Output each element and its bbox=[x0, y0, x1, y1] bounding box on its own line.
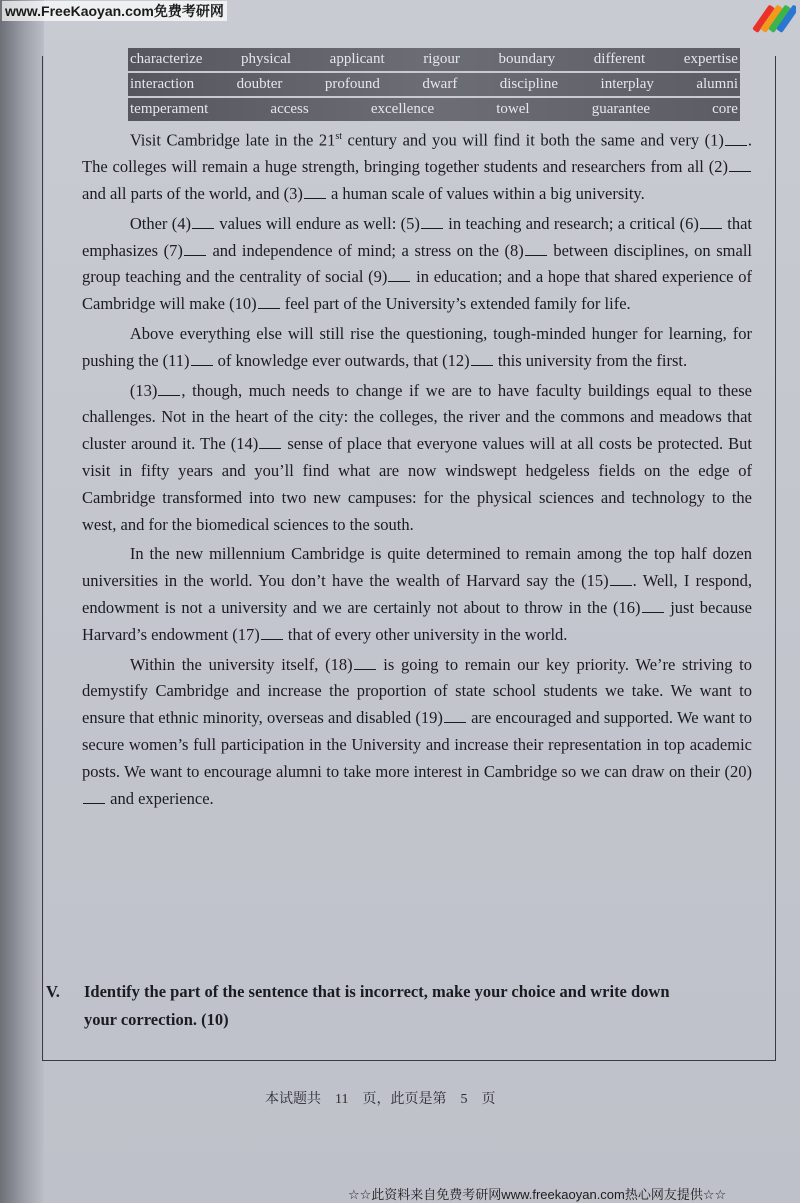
answer-blank bbox=[304, 197, 326, 199]
text-segment: century and you will find it both the same and very (1) bbox=[342, 130, 724, 150]
text-segment: (13) bbox=[129, 380, 158, 400]
text-segment: Visit Cambridge late in the 21 bbox=[129, 130, 336, 150]
text-segment: , though, much needs to change if we are to have faculty buildings equal to these challenges. Not in the heart of the city: the colleges, the river and the commons and meadows that cluster around it. The (14) bbox=[82, 380, 752, 454]
word-bank-item: doubter bbox=[236, 76, 283, 92]
text-segment: and independence of mind; a stress on the (8) bbox=[206, 240, 524, 260]
paragraph-2 bbox=[82, 211, 752, 318]
word-bank-row bbox=[128, 48, 740, 71]
text-segment: . The colleges will remain a huge strength, bringing together students and researchers from all (2) bbox=[82, 130, 752, 177]
word-bank-item: rigour bbox=[423, 51, 460, 67]
word-bank-item: discipline bbox=[499, 76, 559, 92]
text-segment: In the new millennium Cambridge is quite determined to remain among the top half dozen universities in the world. You don’t have the wealth of Harvard say the (15) bbox=[82, 544, 752, 591]
answer-blank bbox=[184, 254, 206, 256]
text-segment: that of every other university in the world. bbox=[283, 624, 568, 644]
answer-blank bbox=[471, 364, 493, 366]
answer-blank bbox=[525, 254, 547, 256]
text-segment: in education; and a hope that shared experience of Cambridge will make (10) bbox=[82, 267, 752, 314]
answer-blank bbox=[191, 364, 213, 366]
word-bank-item: access bbox=[270, 101, 309, 117]
answer-blank bbox=[610, 584, 632, 586]
text-segment: are encouraged and supported. We want to secure women’s full participation in the University and increase their representation in top academic posts. We want to encourage alumni to take more interest in Cambridge so we can draw on their (20) bbox=[82, 708, 752, 781]
section-instruction-line1: Identify the part of the sentence that is incorrect, make your choice and write down bbox=[84, 982, 670, 1001]
answer-blank bbox=[83, 802, 105, 804]
text-segment: Within the university itself, (18) bbox=[129, 654, 353, 674]
page-footer: 本试题共 11 页，此页是第 5 页 bbox=[265, 1092, 496, 1107]
word-bank-row bbox=[128, 98, 740, 121]
answer-blank bbox=[421, 227, 443, 229]
answer-blank bbox=[729, 170, 751, 172]
word-bank-item: physical bbox=[241, 51, 292, 67]
superscript: st bbox=[335, 131, 342, 142]
paragraph-5 bbox=[82, 541, 752, 648]
text-segment: of knowledge ever outwards, that (12) bbox=[213, 350, 470, 370]
answer-blank bbox=[354, 668, 376, 670]
word-bank-item: boundary bbox=[498, 51, 556, 67]
section-instruction-line2: your correction. (10) bbox=[84, 1010, 229, 1029]
word-bank-item: characterize bbox=[130, 51, 203, 67]
text-segment: this university from the first. bbox=[493, 350, 688, 370]
text-segment: Other (4) bbox=[129, 213, 192, 233]
paragraph-4 bbox=[82, 378, 752, 539]
paragraph-1 bbox=[82, 124, 752, 208]
word-bank-item: applicant bbox=[329, 51, 385, 67]
word-bank-item: different bbox=[593, 51, 646, 67]
text-segment: feel part of the University’s extended family for life. bbox=[280, 294, 631, 314]
word-bank-item: excellence bbox=[370, 101, 435, 117]
text-segment: a human scale of values within a big university. bbox=[326, 184, 645, 204]
word-bank-item: expertise bbox=[683, 51, 738, 67]
answer-blank bbox=[158, 394, 180, 396]
word-bank-item: guarantee bbox=[591, 101, 651, 117]
text-segment: between disciplines, on small group teaching and the centrality of social (9) bbox=[82, 240, 752, 287]
word-bank-row bbox=[128, 73, 740, 96]
word-bank bbox=[128, 48, 740, 123]
answer-blank bbox=[700, 227, 722, 229]
answer-blank bbox=[388, 280, 410, 282]
text-segment: Above everything else will still rise the questioning, tough-minded hunger for learning, for pushing the (11) bbox=[82, 324, 752, 370]
paragraph-3 bbox=[82, 321, 752, 375]
answer-blank bbox=[444, 721, 466, 723]
word-bank-item: profound bbox=[324, 76, 380, 92]
text-segment: . Well, I respond, endowment is not a university and we are certainly not about to throw in the (16) bbox=[82, 571, 752, 618]
word-bank-item: temperament bbox=[130, 101, 209, 117]
word-bank-item: core bbox=[712, 101, 738, 117]
cloze-passage bbox=[82, 124, 752, 815]
watermark-top: www.FreeKaoyan.com免费考研网 bbox=[2, 1, 227, 21]
word-bank-item: towel bbox=[496, 101, 530, 117]
word-bank-item: interaction bbox=[130, 76, 195, 92]
site-logo-icon bbox=[752, 2, 796, 36]
watermark-bottom: ☆☆此资料来自免费考研网www.freekaoyan.com热心网友提供☆☆ bbox=[348, 1187, 727, 1202]
word-bank-item: alumni bbox=[696, 76, 738, 92]
section-v-instructions bbox=[46, 978, 780, 1034]
section-number: V. bbox=[46, 982, 60, 1001]
book-spine-shadow bbox=[0, 0, 44, 1203]
answer-blank bbox=[258, 307, 280, 309]
text-segment: and all parts of the world, and (3) bbox=[82, 184, 303, 204]
text-segment: and experience. bbox=[106, 788, 214, 808]
text-segment: in teaching and research; a critical (6) bbox=[443, 213, 699, 233]
answer-blank bbox=[642, 611, 664, 613]
answer-blank bbox=[261, 638, 283, 640]
answer-blank bbox=[192, 227, 214, 229]
word-bank-item: interplay bbox=[600, 76, 654, 92]
text-segment: values will endure as well: (5) bbox=[215, 213, 420, 233]
text-segment: just because Harvard’s endowment (17) bbox=[82, 598, 752, 644]
answer-blank bbox=[725, 144, 747, 146]
text-segment: sense of place that everyone values will at all costs be protected. But visit in fifty years and you’ll find what are now windswept hedgeless fields on the edge of Cambridge transformed into two new campuses: for the physical sciences and technology to the west, and for the biomedical sciences to the south. bbox=[82, 434, 753, 534]
word-bank-item: dwarf bbox=[422, 76, 458, 92]
text-segment: that emphasizes (7) bbox=[82, 213, 752, 260]
answer-blank bbox=[259, 447, 281, 449]
paragraph-6 bbox=[82, 652, 752, 813]
text-segment: is going to remain our key priority. We’re striving to demystify Cambridge and increase the proportion of state school students we take. We want to ensure that ethnic minority, overseas and disabled (19) bbox=[82, 654, 752, 728]
